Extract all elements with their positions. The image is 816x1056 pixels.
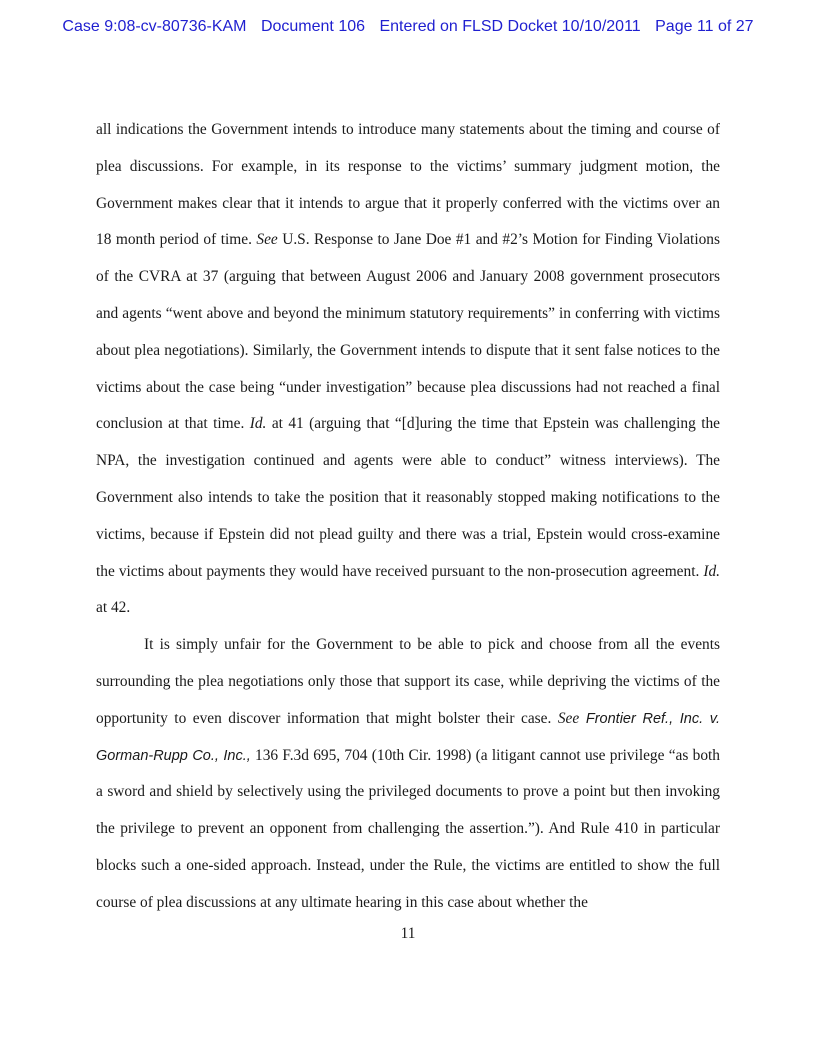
p1-see: See <box>256 231 278 249</box>
p1-text-4: at 42. <box>96 599 131 617</box>
paragraph-2 <box>96 627 720 921</box>
case-number: Case 9:08-cv-80736-KAM <box>62 18 247 35</box>
p2-text-1: It is simply unfair for the Government to be able to pick and choose from all the events surrounding the plea negotiations only those that support its case, while depriving the victims of the opportunity to even discover information that might bolster their case. <box>96 636 720 727</box>
p2-see: See <box>557 709 580 727</box>
document-number: Document 106 <box>260 18 366 35</box>
p1-id-2: Id. <box>703 562 720 580</box>
body-text <box>96 112 720 922</box>
p1-text-3: at 41 (arguing that “[d]uring the time that Epstein was challenging the NPA, the investigation continued and agents were able to conduct” witness interviews). The Government also intends to take the position that it reasonably stopped making notifications to the victims, because if Epstein did not plead guilty and there was a trial, Epstein would cross-examine the victims about payments they would have received pursuant to the non-prosecution agreement. <box>96 415 720 580</box>
page-number: 11 <box>400 925 416 942</box>
p2-case-name: Frontier Ref., Inc. v. Gorman-Rupp Co., Inc., <box>96 710 720 764</box>
p2-text-2: 136 F.3d 695, 704 (10th Cir. 1998) (a litigant cannot use privilege “as both a sword and shield by selectively using the privileged documents to prove a point but then invoking the privilege to prevent an opponent from challenging the assertion.”). And Rule 410 in particular blocks such a one-sided approach. Instead, under the Rule, the victims are entitled to show the full course of plea discussions at any ultimate hearing in this case about whether the <box>96 746 720 911</box>
docket-entry-date: Entered on FLSD Docket 10/10/2011 <box>379 18 641 35</box>
page-count: Page 11 of 27 <box>655 18 754 35</box>
paragraph-1 <box>96 112 720 627</box>
p1-id-1: Id. <box>249 415 267 433</box>
p1-text-2: U.S. Response to Jane Doe #1 and #2’s Motion for Finding Violations of the CVRA at 37 (arguing that between August 2006 and January 2008 government prosecutors and agents “went above and beyond the minimum statutory requirements” in conferring with victims about plea negotiations). Similarly, the Government intends to dispute that it sent false notices to the victims about the case being “under investigation” because plea discussions had not reached a final conclusion at that time. <box>96 231 720 433</box>
p1-text-1: all indications the Government intends to introduce many statements about the timing and course of plea discussions. For example, in its response to the victims’ summary judgment motion, the Government makes clear that it intends to argue that it properly conferred with the victims over an 18 month period of time. <box>96 121 720 249</box>
docket-header <box>0 17 816 37</box>
